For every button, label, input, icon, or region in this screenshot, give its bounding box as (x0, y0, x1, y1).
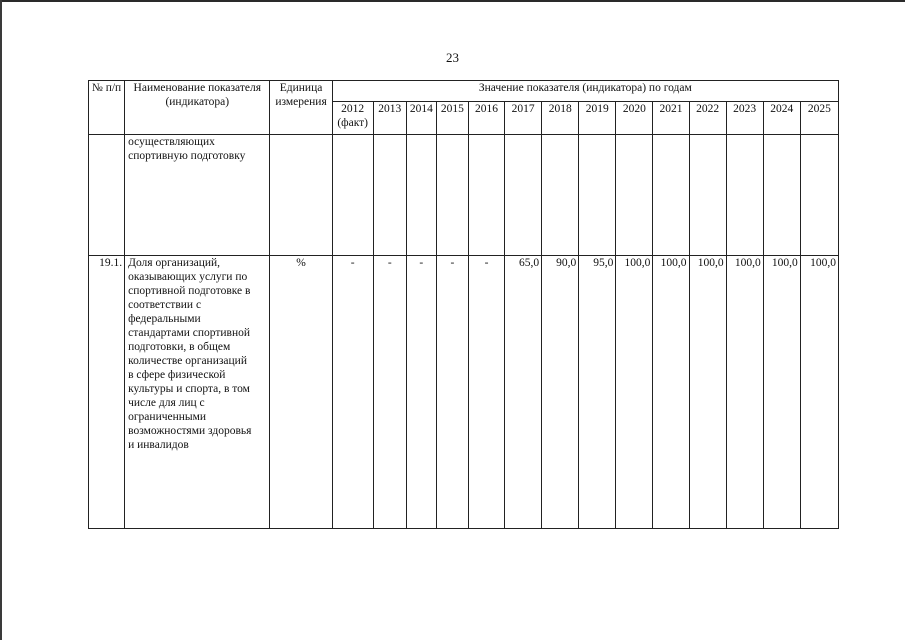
row-value (689, 135, 726, 256)
header-year: 2016 (468, 102, 504, 135)
row-value: 100,0 (800, 256, 838, 529)
row-value (579, 135, 616, 256)
row-value: 100,0 (763, 256, 800, 529)
row-value: 100,0 (653, 256, 689, 529)
row-value (542, 135, 579, 256)
row-value: 100,0 (726, 256, 763, 529)
indicators-table (88, 80, 839, 529)
header-year: 2012 (факт) (332, 102, 373, 135)
header-year: 2024 (763, 102, 800, 135)
header-year: 2025 (800, 102, 838, 135)
row-value: - (373, 256, 406, 529)
header-year: 2019 (579, 102, 616, 135)
header-year: 2013 (373, 102, 406, 135)
row-unit (270, 135, 332, 256)
scan-edge-top (0, 0, 905, 2)
row-value (332, 135, 373, 256)
row-value (505, 135, 542, 256)
row-value: 95,0 (579, 256, 616, 529)
header-values-group: Значение показателя (индикатора) по годам (332, 81, 838, 102)
row-value (373, 135, 406, 256)
row-value (726, 135, 763, 256)
header-year: 2021 (653, 102, 689, 135)
row-name: Доля организаций, оказывающих услуги по спортивной подготовке в соответствии с федеральными стандартами спортивной подготовки, в общем количестве организаций в сфере физической культуры и спорта, в том числе для лиц с ограниченными возможностями здоровья и инвалидов (125, 256, 270, 529)
row-value: 90,0 (542, 256, 579, 529)
header-unit: Единица измерения (270, 81, 332, 135)
row-value: 65,0 (505, 256, 542, 529)
row-name: осуществляющих спортивную подготовку (125, 135, 270, 256)
header-row-top (89, 81, 839, 102)
row-value: 100,0 (616, 256, 653, 529)
row-value: - (332, 256, 373, 529)
header-num: № п/п (89, 81, 125, 135)
scan-edge-left (0, 0, 2, 640)
row-value (406, 135, 436, 256)
row-value (763, 135, 800, 256)
row-num: 19.1. (89, 256, 125, 529)
row-num (89, 135, 125, 256)
header-year: 2018 (542, 102, 579, 135)
header-year: 2022 (689, 102, 726, 135)
row-value (468, 135, 504, 256)
row-value (653, 135, 689, 256)
header-name: Наименование показателя (индикатора) (125, 81, 270, 135)
header-year: 2020 (616, 102, 653, 135)
page-number: 23 (446, 50, 459, 65)
row-value: - (406, 256, 436, 529)
row-value: - (436, 256, 468, 529)
header-year: 2014 (406, 102, 436, 135)
row-value (616, 135, 653, 256)
table-row (89, 135, 839, 256)
header-year: 2017 (505, 102, 542, 135)
row-value: - (468, 256, 504, 529)
row-unit: % (270, 256, 332, 529)
table-row (89, 256, 839, 529)
row-value (436, 135, 468, 256)
header-year: 2015 (436, 102, 468, 135)
header-year: 2023 (726, 102, 763, 135)
row-value: 100,0 (689, 256, 726, 529)
row-value (800, 135, 838, 256)
